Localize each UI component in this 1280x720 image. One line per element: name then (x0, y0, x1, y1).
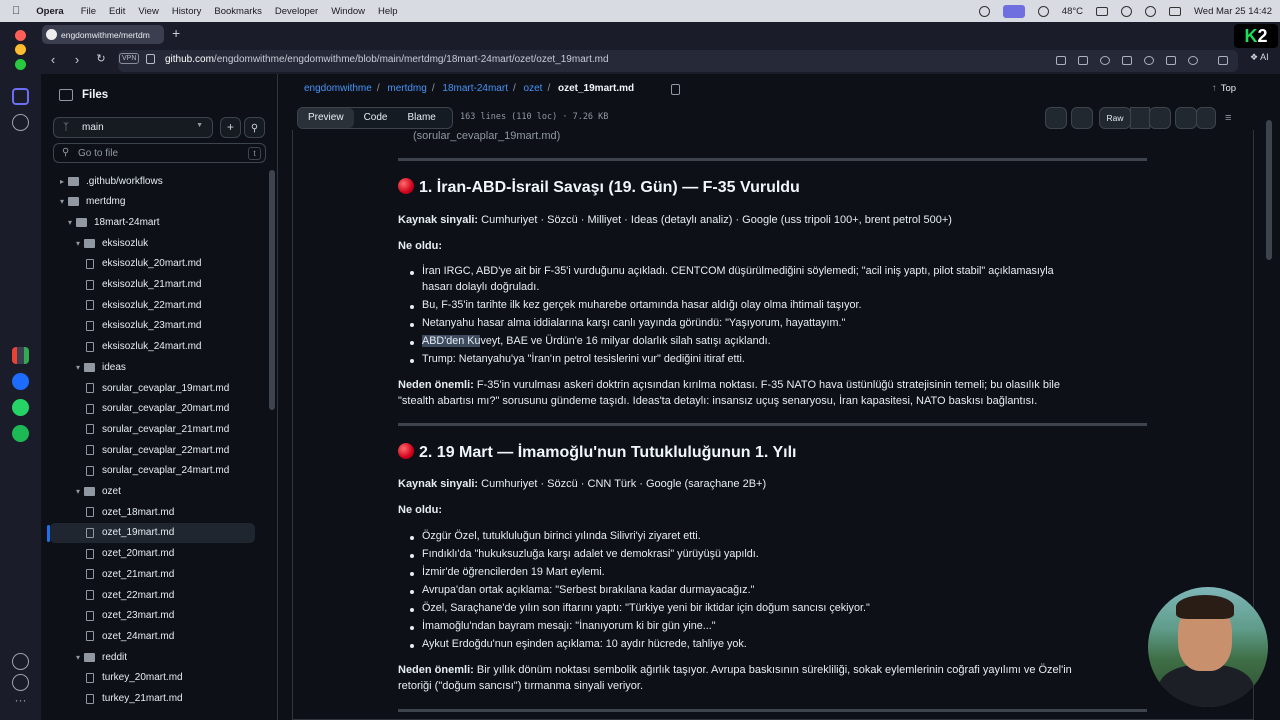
search-button[interactable] (244, 117, 265, 138)
branch-selector[interactable] (53, 117, 213, 138)
tree-item-label: ozet_21mart.md (102, 568, 175, 580)
tab-blame[interactable]: Blame (407, 112, 436, 123)
tree-folder-item[interactable] (56, 192, 125, 212)
url-text[interactable]: github.com/engdomwithme/engdomwithme/blob/main/mertdmg/18mart-24mart/ozet/ozet_19mart.md (165, 54, 609, 65)
tree-item-label: ozet_24mart.md (102, 630, 175, 642)
file-icon (86, 528, 94, 538)
s1-why: Neden önemli: F-35'in vurulması askeri doktrin açısından kırılma noktası. F-35 NATO hava üstünlüğü stratejisinin temeli; bu olasılık bile (398, 379, 1060, 391)
go-to-file-input[interactable] (53, 143, 266, 163)
menu-bookmarks[interactable]: Bookmarks (206, 5, 254, 17)
search-icon: ⚲ (62, 147, 70, 158)
s2-bullet-6: İmamoğlu'ndan bayram mesajı: "İnanıyorum ki bir gün yine..." (422, 620, 716, 632)
moon-icon[interactable] (1145, 6, 1156, 17)
tree-file-item[interactable] (86, 378, 229, 398)
files-title: Files (82, 89, 109, 101)
play-icon[interactable] (1121, 6, 1132, 17)
file-icon (86, 300, 94, 310)
chevron-down-icon[interactable]: ▾ (75, 652, 80, 662)
menu-view[interactable]: View (130, 5, 151, 17)
back-button[interactable]: ‹ (50, 52, 56, 67)
heart-icon[interactable] (1144, 56, 1154, 65)
crumb-ozet[interactable]: ozet (523, 83, 543, 94)
github-icon (46, 29, 57, 40)
tab-code[interactable]: Code (363, 112, 388, 123)
tree-file-item[interactable] (86, 502, 174, 522)
arrow-up-icon: ↑ (1212, 83, 1217, 94)
tree-folder-item[interactable] (72, 233, 148, 253)
folder-icon (84, 239, 95, 248)
download-icon[interactable] (1166, 56, 1176, 65)
selected-indicator (47, 525, 50, 542)
tree-item-label: sorular_cevaplar_21mart.md (102, 423, 230, 435)
divider (398, 709, 1147, 712)
red-circle-icon (398, 178, 414, 194)
new-tab-button[interactable]: + (172, 25, 181, 41)
tree-folder-item[interactable] (72, 482, 121, 502)
tree-file-item[interactable] (86, 399, 229, 419)
tree-file-item[interactable] (86, 626, 174, 646)
tree-item-label: ideas (102, 361, 126, 373)
heart-sidebar-icon[interactable] (12, 653, 29, 670)
file-icon (86, 507, 94, 517)
s2-why: Neden önemli: Bir yıllık dönüm noktası sembolik ağırlık taşıyor. Avrupa baskısının sürekliliği, sokak eylemlerinin coğrafi yayılımı ve Özel'in (398, 664, 1072, 676)
tree-file-item[interactable] (86, 337, 201, 357)
menu-history[interactable]: History (163, 5, 194, 17)
clock[interactable]: Wed Mar 25 14:42 (1194, 5, 1272, 17)
file-tree-scrollbar[interactable] (269, 170, 275, 410)
s1-bullet-1-cont: hasarı dolaylı doğruladı. (422, 281, 540, 293)
chevron-down-icon[interactable]: ▾ (75, 487, 80, 496)
s1-source: Kaynak sinyali: Cumhuriyet · Sözcü · Milliyet · Ideas (detaylı analiz) · Google (uss tripoli 100+, brent petrol 500+) (398, 214, 952, 226)
view-mode-tabs (297, 107, 453, 129)
shortcut-key: t (248, 147, 261, 160)
add-file-button[interactable]: + (220, 117, 241, 138)
tree-item-label: ozet_20mart.md (102, 548, 175, 560)
edit-dropdown-icon[interactable] (1196, 107, 1216, 129)
crumb-repo[interactable]: engdomwithme (304, 83, 372, 94)
section-2-heading: 2. 19 Mart — İmamoğlu'nun Tutukluluğunun 1. Yılı (398, 443, 796, 462)
chevron-down-icon[interactable]: ▾ (75, 238, 80, 248)
tree-item-label: ozet_23mart.md (102, 610, 175, 622)
browser-tab[interactable] (42, 25, 164, 44)
tree-item-label: sorular_cevaplar_20mart.md (102, 403, 230, 415)
tree-item-label: eksisozluk_22mart.md (102, 299, 202, 311)
home-icon[interactable] (12, 88, 29, 105)
tree-folder-item[interactable] (72, 647, 127, 667)
tree-item-label: sorular_cevaplar_22mart.md (102, 444, 230, 456)
s2-bullet-4: Avrupa'dan ortak açıklama: "Serbest bırakılana kadar durmayacağız." (422, 584, 755, 596)
branch-name: main (82, 122, 104, 133)
tree-item-label: ozet_18mart.md (102, 506, 175, 518)
s2-bullet-7: Aykut Erdoğdu'nun eşinden açıklama: 10 aydır hücrede, tahliye yok. (422, 638, 747, 650)
screen-record-icon[interactable] (1003, 5, 1025, 18)
crumb-mertdmg[interactable]: mertdmg (387, 83, 427, 94)
s2-bullet-5: Özel, Saraçhane'de yılın son iftarını yaptı: "Türkiye yeni bir iktidar için doğum sancısı çekiyor." (422, 602, 870, 614)
file-icon (86, 424, 94, 434)
go-to-file-placeholder: Go to file (78, 147, 119, 159)
s1-bullet-3: Netanyahu hasar alma iddialarına karşı canlı yayında göründü: "Yaşıyorum, hayattayım." (422, 317, 846, 329)
copilot-icon-button[interactable] (1071, 107, 1093, 129)
outline-icon[interactable]: ≡ (1225, 112, 1232, 124)
tree-item-label: eksisozluk_21mart.md (102, 279, 202, 290)
opera-sidebar (0, 74, 41, 720)
raw-button[interactable]: Raw (1099, 107, 1131, 129)
tree-item-label: ozet_19mart.md (102, 527, 175, 539)
tree-item-label: 18mart-24mart (94, 216, 160, 228)
tree-item-label: eksisozluk_24mart.md (102, 341, 202, 353)
tree-file-item[interactable] (86, 564, 174, 584)
camera-icon[interactable] (1078, 56, 1088, 65)
divider (398, 423, 1147, 426)
control-center-icon[interactable] (1169, 7, 1181, 16)
tree-folder-item[interactable] (56, 171, 163, 191)
file-icon (86, 694, 94, 704)
file-icon (86, 383, 94, 393)
s1-bullet-4: ABD'den Kuveyt, BAE ve Ürdün'e 16 milyar dolarlık silah satışı açıklandı. (422, 335, 771, 347)
tree-item-label: .github/workflows (86, 175, 163, 187)
divider (398, 158, 1147, 161)
tree-item-label: sorular_cevaplar_24mart.md (102, 465, 230, 477)
tree-file-item[interactable] (86, 544, 174, 564)
tree-file-item[interactable] (86, 668, 183, 688)
share-icon[interactable] (1056, 56, 1066, 65)
folder-icon (84, 653, 95, 662)
s1-why-cont: "stealth abartısı mı?" sorusunu gündeme taşıdı. Ideas'ta detaylı: insansız uçuş senaryosu, İran kapasitesi, NATO baskısı bağlantısı. (398, 395, 1038, 407)
s2-bullet-1: Özgür Özel, tutukluluğun birinci yılında Silivri'yi ziyaret etti. (422, 530, 701, 542)
tree-file-item[interactable] (86, 440, 229, 460)
chevron-down-icon[interactable]: ▾ (75, 362, 80, 372)
s2-source: Kaynak sinyali: Cumhuriyet · Sözcü · CNN Türk · Google (saraçhane 2B+) (398, 478, 767, 490)
file-toolbar (297, 107, 1257, 130)
tree-item-label: eksisozluk (102, 237, 149, 249)
menu-window[interactable]: Window (322, 5, 357, 17)
temperature-readout[interactable]: 48°C (1061, 5, 1084, 17)
macos-menubar (0, 0, 1280, 22)
text-selection: ABD'den Ku (422, 335, 481, 347)
download-icon-button[interactable] (1149, 107, 1171, 129)
tab-preview[interactable]: Preview (298, 108, 354, 128)
edit-icon-button[interactable] (1175, 107, 1197, 129)
tree-item-label: turkey_20mart.md (102, 672, 183, 684)
section-1-heading: 1. İran-ABD-İsrail Savaşı (19. Gün) — F-35 Vuruldu (398, 178, 800, 197)
branch-icon: ᛉ (63, 122, 69, 133)
folder-icon (84, 363, 95, 372)
whatsapp-icon[interactable] (12, 399, 29, 416)
menu-help[interactable]: Help (369, 5, 390, 17)
tree-file-item[interactable] (86, 419, 229, 439)
tree-file-item[interactable] (86, 606, 174, 626)
history-icon[interactable] (12, 674, 29, 691)
s2-why-cont: retoriği ("doğum sancısı") tırmanma sinyali veriyor. (398, 680, 643, 692)
tree-file-item[interactable] (86, 295, 201, 315)
menu-developer[interactable]: Developer (266, 5, 310, 17)
tree-file-item[interactable] (86, 275, 201, 295)
tab-title: engdomwithme/mertdm (61, 29, 150, 40)
top-button[interactable]: ↑ Top (1212, 83, 1237, 94)
messenger-icon[interactable] (12, 373, 29, 390)
folder-icon (76, 218, 87, 227)
send-icon[interactable] (1122, 56, 1132, 65)
s2-bullet-3: İzmir'de öğrencilerden 19 Mart eylemi. (422, 566, 605, 578)
star-icon[interactable] (12, 114, 29, 131)
battery-icon[interactable] (1096, 7, 1108, 16)
copy-icon-button[interactable] (1130, 107, 1150, 129)
tree-item-label: ozet_22mart.md (102, 589, 175, 601)
page-scrollbar[interactable] (1266, 120, 1272, 260)
s1-bullet-1: İran IRGC, ABD'ye ait bir F-35'i vurduğunu açıkladı. CENTCOM düşürülmediğini söylemedi; "acil iniş yaptı, pilot stabil" açıklamasıyla (422, 265, 1054, 277)
crumb-current-file: ozet_19mart.md (558, 83, 635, 94)
minimize-window-button[interactable] (15, 44, 26, 55)
tree-file-item[interactable] (86, 689, 183, 709)
tree-item-label: eksisozluk_23mart.md (102, 320, 202, 332)
tree-file-item[interactable] (50, 523, 255, 543)
extensions-icon[interactable] (1218, 56, 1228, 65)
file-icon (86, 631, 94, 641)
vpn-badge[interactable]: VPN (119, 53, 139, 64)
menu-file[interactable]: File (72, 5, 88, 17)
adblock-icon[interactable] (1100, 56, 1110, 65)
s1-what-label: Ne oldu: (398, 240, 442, 252)
browser-tab-strip (0, 22, 1280, 48)
tree-item-label: turkey_21mart.md (102, 693, 183, 704)
folder-icon (68, 177, 79, 186)
chevron-down-icon[interactable]: ▾ (67, 217, 72, 227)
s2-bullet-2: Fındıklı'da "hukuksuzluğa karşı adalet ve demokrasi" yürüyüşü yapıldı. (422, 548, 759, 560)
gmail-icon[interactable] (12, 347, 29, 364)
tree-file-item[interactable] (86, 316, 201, 336)
more-icon[interactable]: ··· (14, 693, 27, 707)
red-circle-icon (398, 443, 414, 459)
status-icon-1[interactable] (979, 6, 990, 17)
s1-bullet-5: Trump: Netanyahu'ya "İran'ın petrol tesislerini vur" dediğini itiraf etti. (422, 353, 745, 365)
folder-icon (68, 197, 79, 206)
lock-icon (146, 54, 155, 64)
file-icon (86, 445, 94, 455)
file-info: 163 lines (110 loc) · 7.26 KB (460, 112, 609, 122)
webcam-overlay (1148, 587, 1268, 707)
tree-file-item[interactable] (86, 461, 229, 481)
tree-file-item[interactable] (86, 254, 201, 274)
file-icon (86, 342, 94, 352)
s2-what-label: Ne oldu: (398, 504, 442, 516)
reload-icon[interactable]: ↻ (96, 53, 106, 65)
panel-toggle-icon[interactable] (59, 89, 73, 101)
file-icon (86, 611, 94, 621)
chevron-down-icon: ▼ (196, 122, 203, 129)
menu-app-name[interactable]: Opera (28, 5, 56, 17)
forward-button[interactable]: › (74, 52, 80, 67)
ai-button[interactable]: ❖ AI (1250, 52, 1269, 62)
tree-file-item[interactable] (86, 585, 174, 605)
profile-icon[interactable] (1188, 56, 1198, 65)
tree-item-label: ozet (102, 486, 121, 497)
file-icon (86, 590, 94, 600)
tree-item-label: sorular_cevaplar_19mart.md (102, 382, 230, 394)
search-icon: ⚲ (250, 123, 259, 134)
copy-path-icon[interactable] (671, 84, 680, 95)
close-window-button[interactable] (15, 30, 26, 41)
k2-badge: K 2 (1234, 24, 1278, 48)
apple-icon[interactable] (12, 5, 20, 17)
breadcrumb: engdomwithme / mertdmg / 18mart-24mart / ozet / ozet_19mart.md (304, 83, 635, 94)
file-icon (86, 404, 94, 414)
folder-icon-button[interactable] (1045, 107, 1067, 129)
status-icon-2[interactable] (1038, 6, 1049, 17)
chevron-right-icon[interactable]: ▸ (59, 176, 64, 186)
tree-folder-item[interactable] (72, 357, 126, 377)
file-icon (86, 466, 94, 476)
crumb-week[interactable]: 18mart-24mart (442, 83, 508, 94)
file-icon (86, 321, 94, 331)
tree-item-label: reddit (102, 651, 128, 663)
chevron-down-icon[interactable]: ▾ (59, 197, 64, 207)
menu-edit[interactable]: Edit (100, 5, 118, 17)
s1-bullet-2: Bu, F-35'in tarihte ilk kez gerçek muharebe ortamında hasar aldığı olay olma ihtimali taşıyor. (422, 299, 862, 311)
file-icon (86, 673, 94, 683)
file-icon (86, 549, 94, 559)
spotify-icon[interactable] (12, 425, 29, 442)
file-icon (86, 280, 94, 290)
zoom-window-button[interactable] (15, 59, 26, 70)
file-icon (86, 259, 94, 269)
tree-item-label: eksisozluk_20mart.md (102, 258, 202, 270)
cut-line: (sorular_cevaplar_19mart.md) (413, 130, 561, 142)
folder-icon (84, 487, 95, 496)
tree-folder-item[interactable] (64, 212, 160, 232)
tree-item-label: mertdmg (86, 196, 126, 208)
file-icon (86, 569, 94, 579)
